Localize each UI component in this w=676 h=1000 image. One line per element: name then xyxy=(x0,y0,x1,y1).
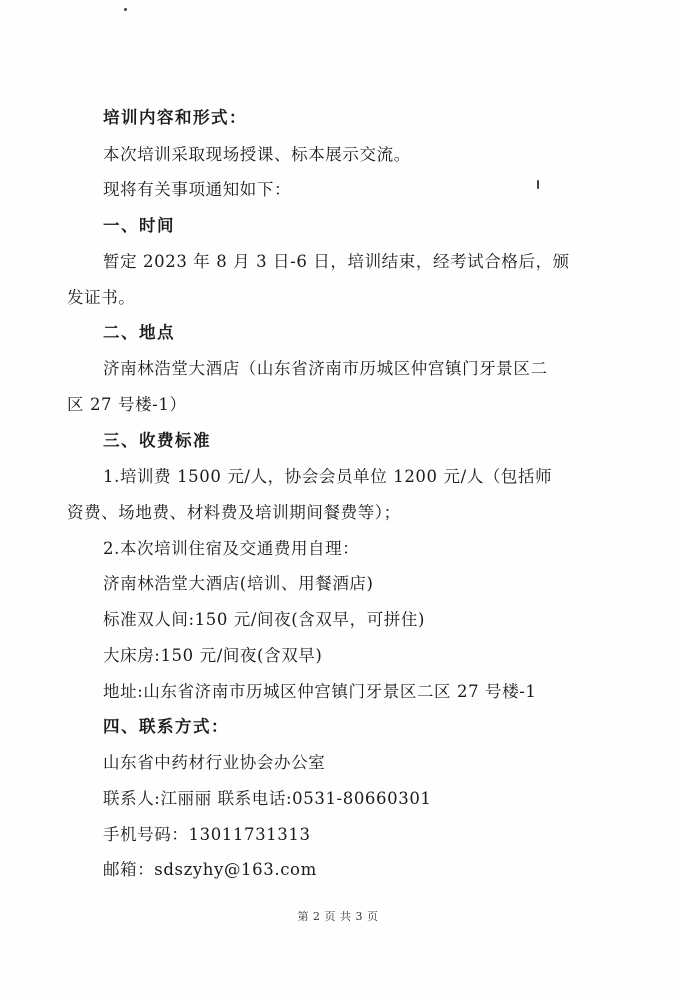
mobile-number: 手机号码：13011731313 xyxy=(103,825,311,844)
office-name: 山东省中药材行业协会办公室 xyxy=(103,753,326,772)
page-number: 第 2 页 共 3 页 xyxy=(297,910,379,923)
fee-line-2: 资费、场地费、材料费及培训期间餐费等）； xyxy=(67,503,401,522)
time-line-1: 暂定 2023 年 8 月 3 日-6 日，培训结束，经考试合格后，颁 xyxy=(103,252,570,271)
fee-heading: 三、收费标准 xyxy=(103,431,211,450)
address: 地址:山东省济南市历城区仲宫镇门牙景区二区 27 号楼-1 xyxy=(103,682,537,701)
place-line-1: 济南林浩堂大酒店（山东省济南市历城区仲宫镇门牙景区二 xyxy=(103,359,548,378)
training-text: 本次培训采取现场授课、标本展示交流。 xyxy=(103,145,411,164)
fee-line-1: 1.培训费 1500 元/人，协会会员单位 1200 元/人（包括师 xyxy=(103,467,553,486)
hotel-name: 济南林浩堂大酒店(培训、用餐酒店) xyxy=(103,574,374,593)
notice-text: 现将有关事项通知如下： xyxy=(103,180,292,199)
contact-person: 联系人:江丽丽 联系电话:0531-80660301 xyxy=(103,789,432,808)
scan-speck xyxy=(124,8,127,11)
time-heading: 一、时间 xyxy=(103,216,175,235)
room-king: 大床房:150 元/间夜(含双早) xyxy=(103,646,323,665)
place-heading: 二、地点 xyxy=(103,323,175,342)
scan-mark xyxy=(537,180,539,189)
place-line-2: 区 27 号楼-1） xyxy=(67,395,187,414)
contact-heading: 四、联系方式： xyxy=(103,717,229,736)
email-address: 邮箱：sdszyhy@163.com xyxy=(103,860,317,879)
training-heading: 培训内容和形式： xyxy=(103,108,247,127)
room-double: 标准双人间:150 元/间夜(含双早，可拼住) xyxy=(103,610,426,629)
time-line-2: 发证书。 xyxy=(67,288,136,307)
fee-item-2: 2.本次培训住宿及交通费用自理： xyxy=(103,539,360,558)
